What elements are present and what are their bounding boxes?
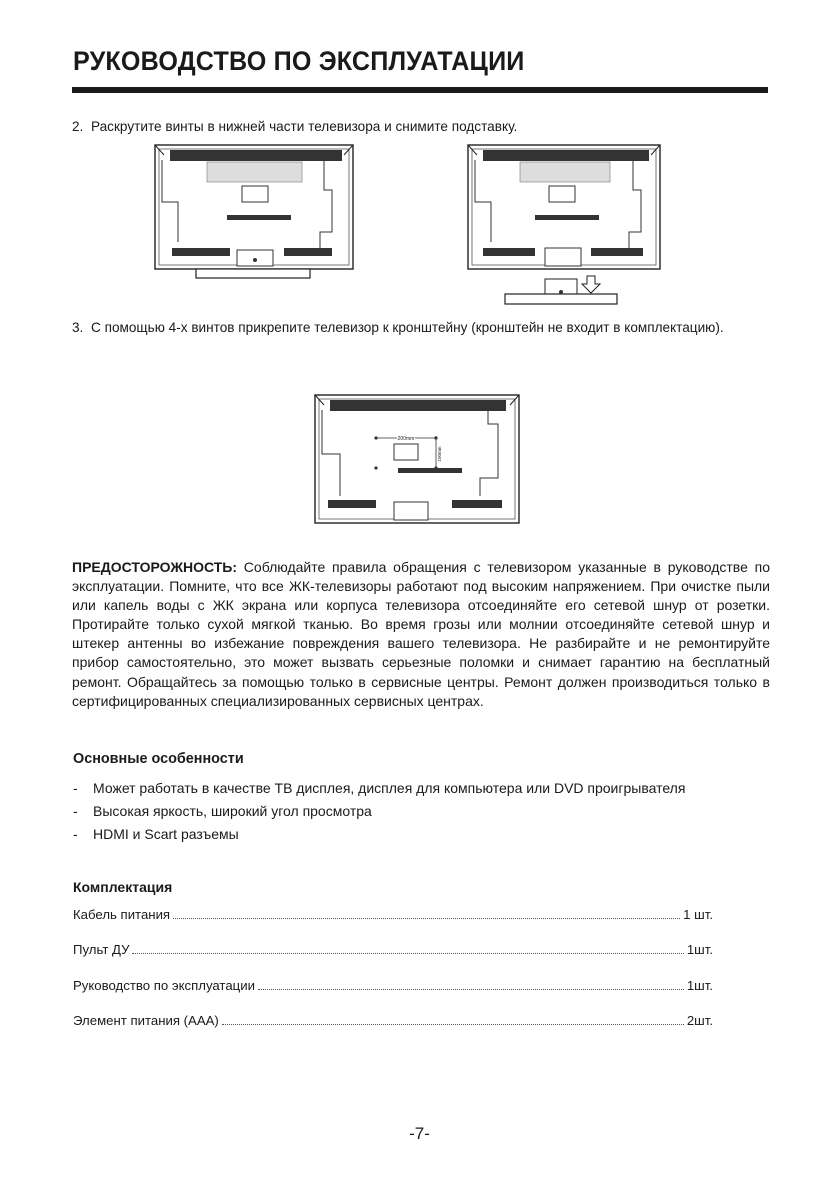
list-item <box>73 978 713 1013</box>
features-list <box>73 780 773 849</box>
package-heading: Комплектация <box>73 879 173 895</box>
package-item-qty: 1шт. <box>686 942 713 958</box>
tv-back-with-stand-figure <box>152 142 360 288</box>
package-item-qty: 1шт. <box>686 977 713 993</box>
list-item <box>73 942 713 977</box>
package-list <box>73 907 713 1048</box>
page-number: -7- <box>409 1124 430 1143</box>
step-3 <box>72 318 772 338</box>
package-item-name: Элемент питания (AAA) <box>73 1012 219 1028</box>
feature-text: HDMI и Scart разъемы <box>93 826 239 842</box>
leader-dots <box>173 918 680 919</box>
caution-text: Соблюдайте правила обращения с телевизором указанные в руководстве по эксплуатации. Помните, что все ЖК-телевизоры работают под высоким напряжением. При очистке пыли или капель воды с ЖК экрана или корпуса телевизора отсоединяйте его сетевой шнур от розетки. Протирайте только сухой мягкой тканью. Во время грозы или молнии отсоединяйте сетевой шнур и штекер антенны во избежание повреждения вашего телевизора. Не разбирайте и не ремонтируйте прибор самостоятельно, это может вызвать серьезные поломки и снимает гарантию на бесплатный ремонт. Обращайтесь за помощью только в сервисные центры. Ремонт должен производиться только в сертифицированных специализированных сервисных центрах. <box>72 559 771 709</box>
package-item-name: Руководство по эксплуатации <box>73 977 255 993</box>
list-item: - HDMI и Scart разъемы <box>73 826 239 842</box>
caution-label: ПРЕДОСТОРОЖНОСТЬ: <box>72 559 238 575</box>
page-title: РУКОВОДСТВО ПО ЭКСПЛУАТАЦИИ <box>73 46 525 76</box>
step-2-number: 2. <box>72 119 84 134</box>
step-3-number: 3. <box>72 320 84 335</box>
list-item <box>73 907 713 942</box>
package-item-qty: 2шт. <box>686 1012 713 1028</box>
list-item: - Высокая яркость, широкий угол просмотра <box>73 803 372 819</box>
package-item-name: Пульт ДУ <box>73 942 130 958</box>
list-item <box>73 1013 713 1048</box>
step-2 <box>72 117 772 137</box>
package-item-name: Кабель питания <box>73 907 171 922</box>
feature-text: Может работать в качестве ТВ дисплея, дисплея для компьютера или DVD проигрывателя <box>93 780 686 796</box>
feature-text: Высокая яркость, широкий угол просмотра <box>93 803 372 819</box>
mount-width-label: 200mm <box>397 436 415 442</box>
mount-height-label: 100mm <box>437 446 442 462</box>
package-item-qty: 1 шт. <box>683 907 713 922</box>
title-rule <box>72 87 768 93</box>
step-2-text: Раскрутите винты в нижней части телевизора и снимите подставку. <box>91 119 518 134</box>
wall-mount-dimensions-figure <box>312 392 524 532</box>
tv-back-stand-removed-figure <box>465 142 665 318</box>
list-item: - Может работать в качестве ТВ дисплея, дисплея для компьютера или DVD проигрывателя <box>73 780 686 796</box>
leader-dots <box>258 989 684 990</box>
leader-dots <box>132 953 683 954</box>
caution-paragraph <box>72 558 770 711</box>
features-heading: Основные особенности <box>73 751 244 767</box>
step-3-text: С помощью 4-х винтов прикрепите телевизор к кронштейну (кронштейн не входит в комплектацию). <box>91 320 724 335</box>
leader-dots <box>222 1024 684 1025</box>
